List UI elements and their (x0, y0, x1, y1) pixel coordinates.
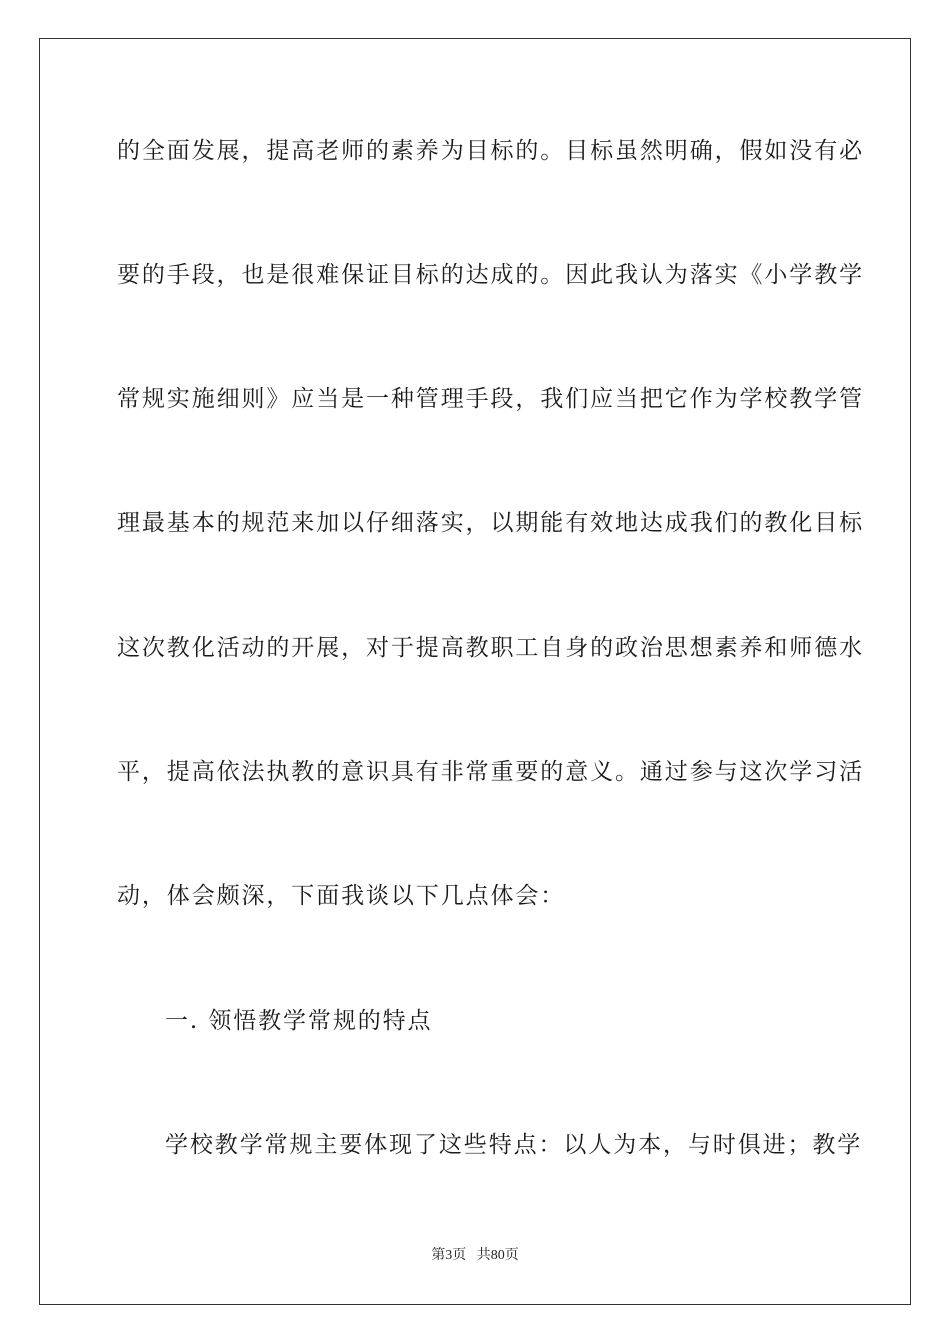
page-total: 共80页 (476, 1248, 519, 1263)
body-text-line: 要的手段，也是很难保证目标的达成的。因此我认为落实《小学教学 (117, 262, 864, 288)
body-text-line: 这次教化活动的开展，对于提高教职工自身的政治思想素养和师德水 (117, 635, 864, 661)
body-text-line: 动，体会颇深，下面我谈以下几点体会： (117, 883, 566, 909)
body-text-line: 理最基本的规范来加以仔细落实，以期能有效地达成我们的教化目标 (117, 510, 864, 536)
section-heading: 一. 领悟教学常规的特点 (165, 1008, 433, 1034)
page-number: 第3页 (431, 1248, 467, 1263)
page-border (39, 38, 911, 1305)
body-text-line: 平，提高依法执教的意识具有非常重要的意义。通过参与这次学习活 (117, 759, 864, 785)
paragraph-first-line: 学校教学常规主要体现了这些特点：以人为本，与时俱进；教学 (165, 1132, 863, 1158)
page-footer (0, 1247, 950, 1265)
body-text-line: 的全面发展，提高老师的素养为目标的。目标虽然明确，假如没有必 (117, 138, 864, 164)
body-text-line: 常规实施细则》应当是一种管理手段，我们应当把它作为学校教学管 (117, 386, 864, 412)
